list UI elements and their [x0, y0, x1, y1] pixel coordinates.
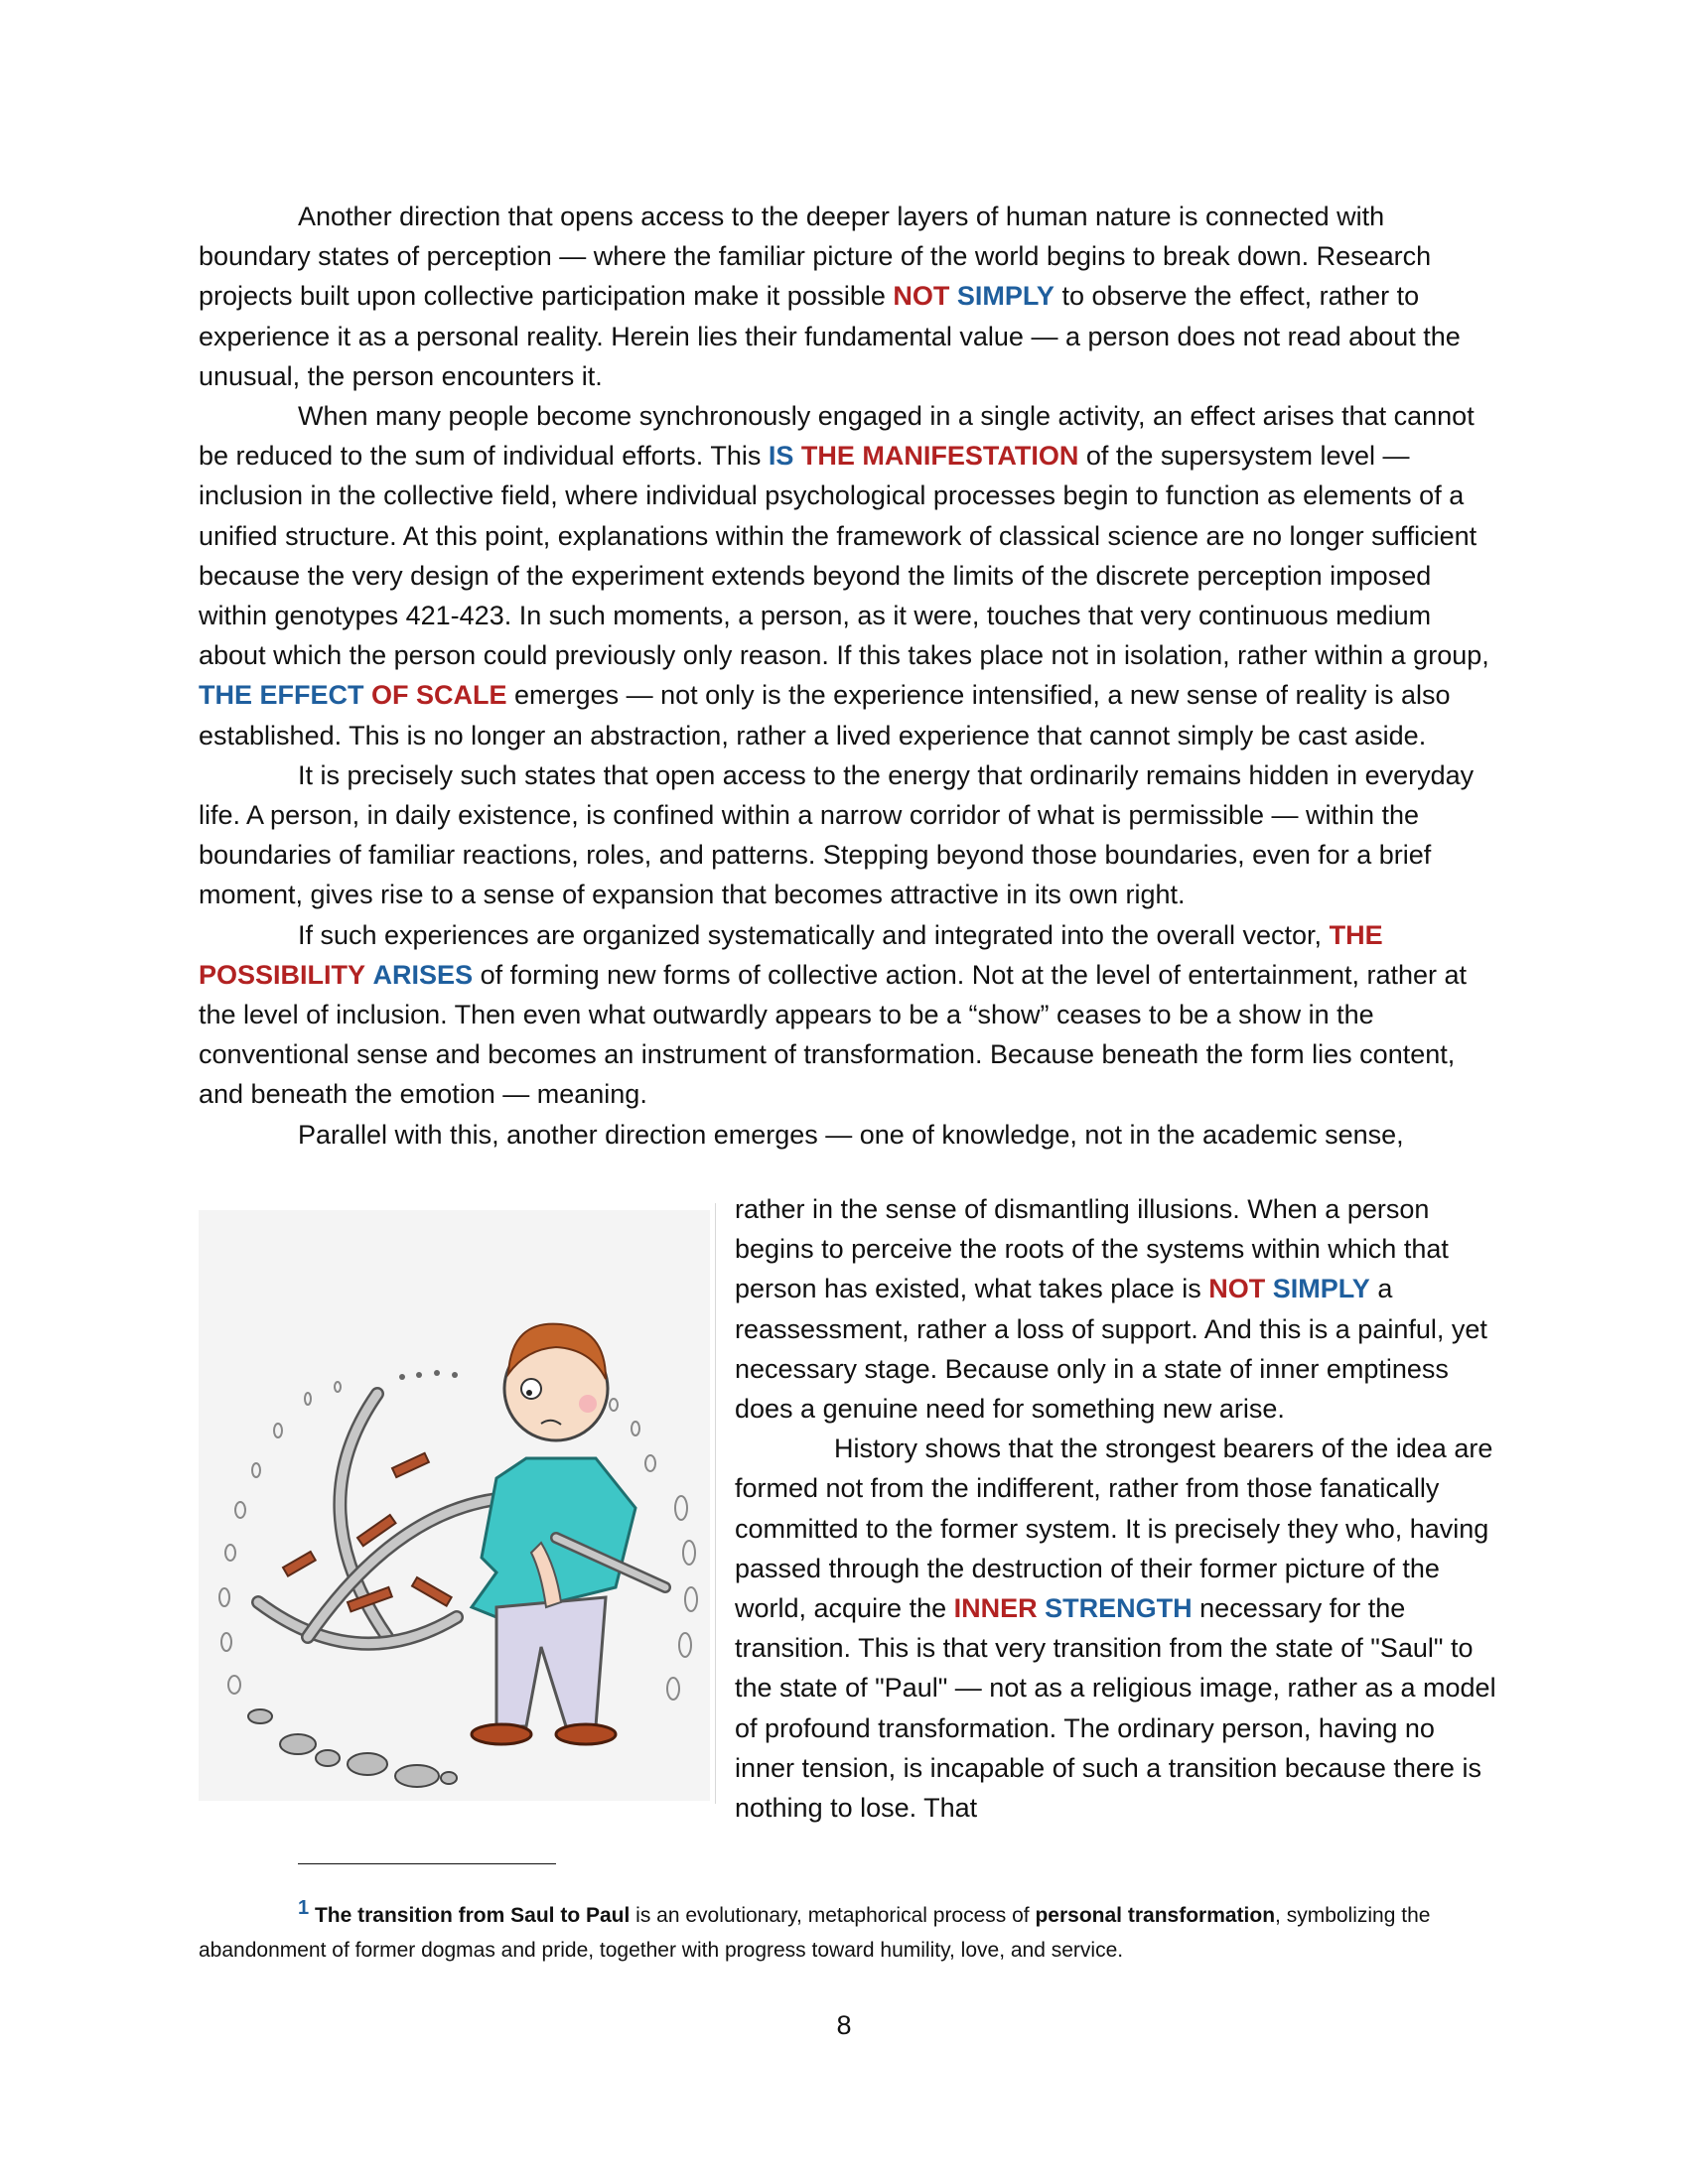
emphasis-simply-2: SIMPLY: [1272, 1274, 1370, 1304]
emphasis-the-effect: THE EFFECT: [199, 680, 364, 711]
paragraph-4: If such experiences are organized systematically and integrated into the overall vector, THE POSSIBILITY ARISES of forming new forms of collective action. Not at the level of entertainment, rather at the level of inclusion. Then even what outwardly appears to be a “show” ceases to be a show in the conventional sense and becomes an instrument of transformation. Because beneath the form lies content, and beneath the emotion — meaning.: [199, 919, 1468, 1110]
page-number: 8: [836, 2010, 852, 2040]
main-text: [199, 197, 1489, 1155]
emphasis-the-possibility: THE POSSIBILITY: [199, 919, 1383, 990]
emphasis-strength: STRENGTH: [1045, 1593, 1193, 1624]
footnote: 1 The transition from Saul to Paul is an evolutionary, metaphorical process of personal transformation, symbolizing the abandonment of former dogmas and pride, together with progress toward humility, love, and service.: [199, 1897, 1431, 1962]
paragraph-3: It is precisely such states that open access to the energy that ordinarily remains hidden in everyday life. A person, in daily existence, is confined within a narrow corridor of what is permissible — within the boundaries of familiar reactions, roles, and patterns. Stepping beyond those boundaries, even for a brief moment, gives rise to a sense of expansion that becomes attractive in its own right.: [199, 759, 1475, 910]
side-text: [735, 1189, 1499, 1828]
paragraph-6: History shows that the strongest bearers of the idea are formed not from the indifferent, rather from those fanatically committed to the former system. It is precisely they who, having passed through the destruction of their former picture of the world, acquire the INNER STRENGTH necessary for the transition. This is that very transition from the state of "Saul" to the state of "Paul" — not as a religious image, rather as a model of profound transformation. The ordinary person, having no inner tension, is incapable of such a transition because there is nothing to lose. That: [735, 1433, 1496, 1824]
footnote-separator: [298, 1863, 556, 1864]
emphasis-the-manifestation: THE MANIFESTATION: [800, 441, 1079, 472]
emphasis-inner: INNER: [953, 1593, 1038, 1624]
emphasis-of-scale: OF SCALE: [371, 680, 507, 711]
emphasis-arises: ARISES: [372, 959, 474, 990]
emphasis-not: NOT: [893, 281, 950, 312]
emphasis-not-2: NOT: [1208, 1274, 1266, 1304]
paragraph-2: When many people become synchronously engaged in a single activity, an effect arises that cannot be reduced to the sum of individual efforts. This IS THE MANIFESTATION of the supersystem level — inclusion in the collective field, where individual psychological processes begin to function as elements of a unified structure. At this point, explanations within the framework of classical science are no longer sufficient because the very design of the experiment extends beyond the limits of the discrete perception imposed within genotypes 421-423. In such moments, a person, as it were, touches that very continuous medium about which the person could previously only reason. If this takes place not in isolation, rather within a group, THE EFFECT OF SCALE emerges — not only is the experience intensified, a new sense of reality is also established. This is no longer an abstraction, rather a lived experience that cannot simply be cast aside.: [199, 401, 1489, 751]
footnote-marker: 1: [298, 1897, 310, 1919]
paragraph-1: Another direction that opens access to the deeper layers of human nature is connected with boundary states of perception — where the familiar picture of the world begins to break down. Research projects built upon collective participation make it possible NOT SIMPLY to observe the effect, rather to experience it as a personal reality. Herein lies their fundamental value — a person does not read about the unusual, the person encounters it.: [199, 202, 1461, 391]
figure-divider: [715, 1203, 716, 1804]
emphasis-simply: SIMPLY: [956, 281, 1055, 312]
emphasis-is: IS: [768, 441, 794, 472]
paragraph-5-continued: rather in the sense of dismantling illusions. When a person begins to perceive the roots of the systems within which that person has existed, what takes place is NOT SIMPLY a reassessment, rather a loss of support. And this is a painful, yet necessary stage. Because only in a state of inner emptiness does a genuine need for something new arise.: [735, 1194, 1487, 1425]
man-in-footprint-circle-illustration: [199, 1210, 710, 1801]
illustration-figure: [199, 1210, 710, 1801]
paragraph-5: Parallel with this, another direction emerges — one of knowledge, not in the academic sense,: [298, 1119, 1404, 1150]
